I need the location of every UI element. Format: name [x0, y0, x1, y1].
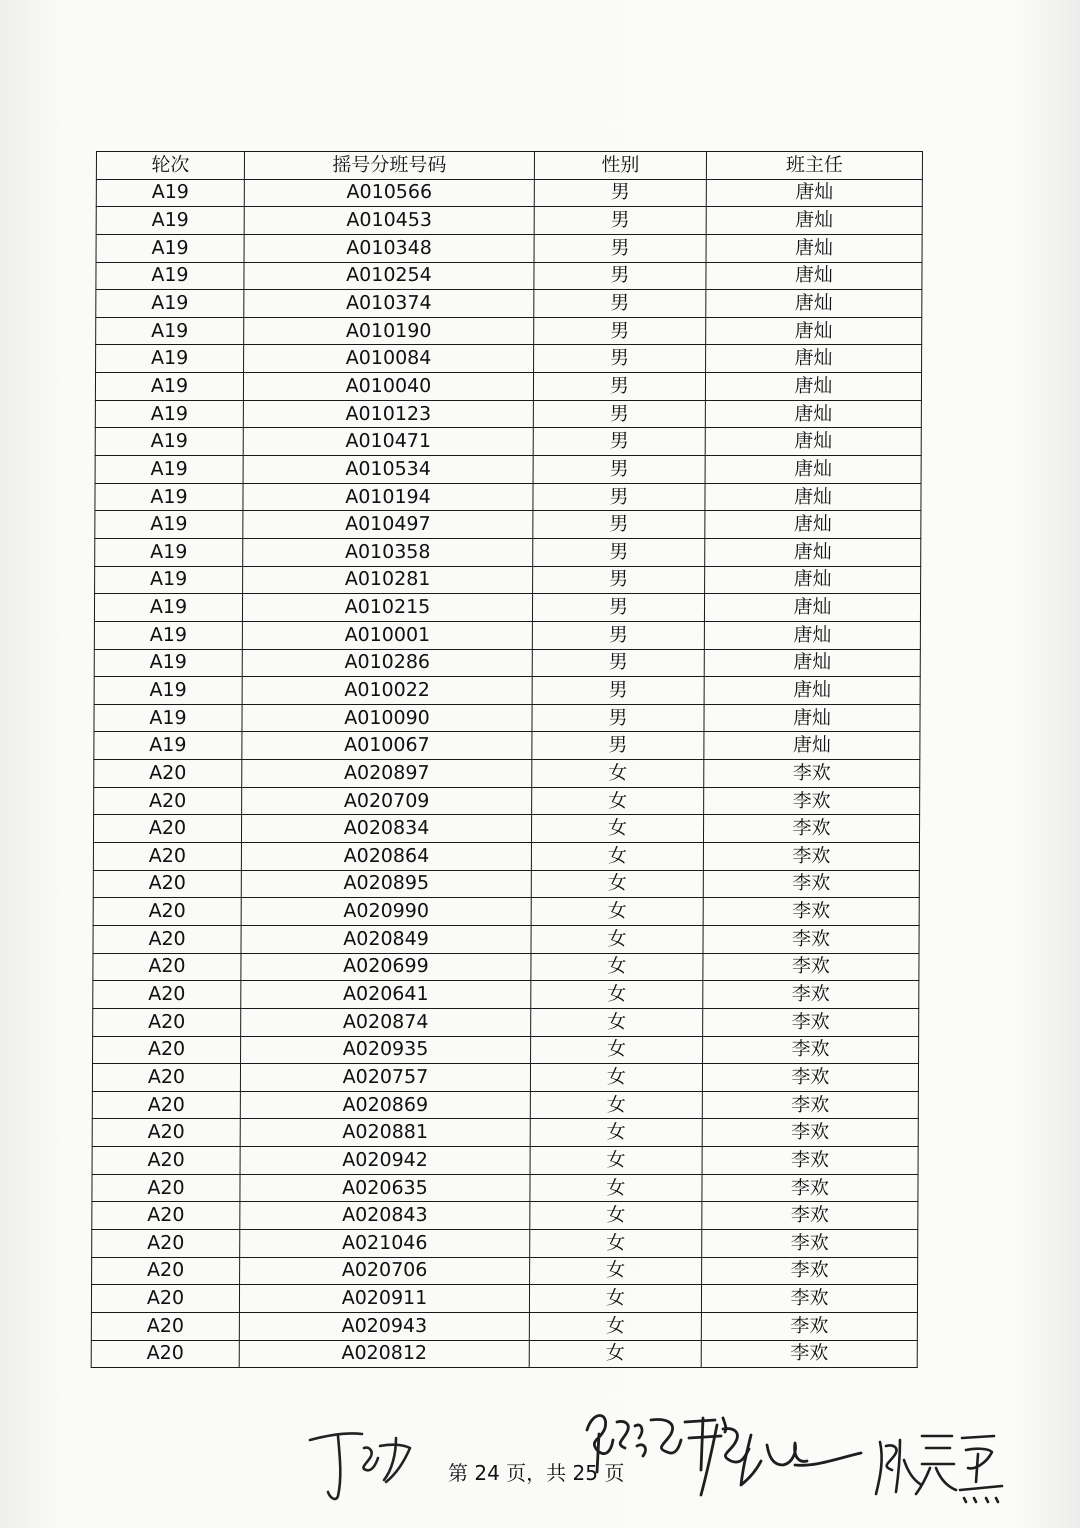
cell-head-teacher: 唐灿: [705, 538, 921, 566]
cell-round: A20: [92, 1174, 240, 1202]
table-row: [93, 1036, 919, 1064]
table-body: [91, 179, 922, 1368]
cell-head-teacher: 李欢: [702, 1202, 918, 1230]
cell-head-teacher: 李欢: [703, 898, 919, 926]
cell-head-teacher: 李欢: [703, 815, 919, 843]
cell-round: A19: [95, 428, 243, 456]
cell-lottery-number: A010358: [243, 538, 533, 566]
cell-round: A19: [96, 290, 244, 318]
page-number-footer: 第 24 页，共 25 页: [448, 1461, 625, 1485]
table-row: [95, 483, 921, 511]
cell-round: A19: [96, 345, 244, 373]
cell-round: A20: [93, 981, 241, 1009]
cell-head-teacher: 唐灿: [706, 345, 922, 373]
cell-lottery-number: A020812: [239, 1340, 529, 1368]
cell-gender: 女: [531, 1036, 703, 1064]
table-row: [94, 677, 920, 705]
cell-head-teacher: 李欢: [703, 870, 919, 898]
cell-gender: 男: [534, 234, 706, 262]
table-row: [96, 290, 922, 318]
cell-gender: 男: [534, 290, 706, 318]
cell-round: A19: [95, 566, 243, 594]
table-row: [91, 1312, 917, 1340]
table-row: [93, 898, 919, 926]
cell-head-teacher: 唐灿: [704, 649, 920, 677]
cell-lottery-number: A020849: [241, 925, 531, 953]
table-row: [92, 1174, 918, 1202]
cell-head-teacher: 李欢: [702, 1091, 918, 1119]
cell-round: A19: [96, 179, 244, 207]
cell-gender: 女: [531, 898, 703, 926]
table-row: [95, 538, 921, 566]
cell-gender: 女: [530, 1091, 702, 1119]
cell-round: A20: [92, 1147, 240, 1175]
cell-gender: 女: [532, 760, 704, 788]
cell-head-teacher: 唐灿: [706, 179, 922, 207]
cell-round: A19: [94, 594, 242, 622]
cell-head-teacher: 唐灿: [706, 262, 922, 290]
cell-head-teacher: 李欢: [703, 1036, 919, 1064]
cell-lottery-number: A020911: [239, 1285, 529, 1313]
cell-lottery-number: A020897: [242, 760, 532, 788]
table-row: [95, 456, 921, 484]
cell-head-teacher: 李欢: [704, 760, 920, 788]
cell-head-teacher: 唐灿: [704, 732, 920, 760]
table-row: [95, 373, 921, 401]
cell-gender: 男: [532, 677, 704, 705]
cell-head-teacher: 唐灿: [705, 373, 921, 401]
cell-gender: 女: [530, 1064, 702, 1092]
table-row: [91, 1340, 917, 1368]
cell-lottery-number: A020709: [242, 787, 532, 815]
header-head-teacher: 班主任: [706, 152, 922, 180]
cell-head-teacher: 唐灿: [704, 704, 920, 732]
cell-gender: 女: [531, 953, 703, 981]
cell-round: A19: [96, 234, 244, 262]
cell-head-teacher: 唐灿: [705, 428, 921, 456]
table-row: [94, 621, 920, 649]
cell-round: A20: [92, 1229, 240, 1257]
cell-lottery-number: A020757: [240, 1064, 530, 1092]
cell-head-teacher: 李欢: [704, 787, 920, 815]
cell-head-teacher: 唐灿: [706, 207, 922, 235]
cell-round: A20: [94, 787, 242, 815]
table-row: [96, 207, 922, 235]
header-round: 轮次: [96, 152, 244, 180]
cell-gender: 男: [533, 373, 705, 401]
cell-lottery-number: A010090: [242, 704, 532, 732]
class-assignment-table: [91, 151, 923, 1368]
cell-gender: 男: [533, 456, 705, 484]
table-row: [96, 262, 922, 290]
cell-gender: 男: [532, 594, 704, 622]
cell-lottery-number: A010194: [243, 483, 533, 511]
cell-round: A19: [95, 511, 243, 539]
cell-gender: 男: [533, 511, 705, 539]
cell-lottery-number: A010374: [244, 290, 534, 318]
cell-head-teacher: 唐灿: [704, 677, 920, 705]
cell-round: A20: [93, 870, 241, 898]
cell-head-teacher: 李欢: [702, 1229, 918, 1257]
cell-head-teacher: 李欢: [701, 1340, 917, 1368]
cell-round: A20: [91, 1312, 239, 1340]
table-row: [95, 566, 921, 594]
table-row: [96, 345, 922, 373]
cell-gender: 女: [531, 981, 703, 1009]
cell-round: A20: [93, 925, 241, 953]
table-row: [94, 594, 920, 622]
cell-lottery-number: A020942: [240, 1147, 530, 1175]
cell-gender: 女: [530, 1147, 702, 1175]
cell-gender: 男: [534, 345, 706, 373]
cell-gender: 女: [531, 1008, 703, 1036]
table-row: [93, 925, 919, 953]
table-row: [94, 760, 920, 788]
cell-head-teacher: 李欢: [702, 1147, 918, 1175]
cell-gender: 女: [529, 1312, 701, 1340]
cell-round: A20: [91, 1340, 239, 1368]
cell-gender: 男: [532, 649, 704, 677]
cell-round: A20: [93, 1036, 241, 1064]
cell-round: A20: [92, 1257, 240, 1285]
cell-gender: 男: [533, 483, 705, 511]
cell-lottery-number: A010254: [244, 262, 534, 290]
cell-gender: 女: [531, 843, 703, 871]
cell-round: A19: [94, 732, 242, 760]
cell-gender: 女: [531, 925, 703, 953]
table-row: [95, 428, 921, 456]
cell-gender: 女: [531, 870, 703, 898]
cell-head-teacher: 李欢: [703, 953, 919, 981]
cell-gender: 男: [533, 428, 705, 456]
cell-round: A19: [94, 677, 242, 705]
cell-round: A20: [92, 1119, 240, 1147]
table-row: [93, 953, 919, 981]
cell-lottery-number: A010471: [243, 428, 533, 456]
table-row: [93, 843, 919, 871]
cell-round: A19: [95, 400, 243, 428]
cell-round: A20: [92, 1091, 240, 1119]
table-row: [94, 787, 920, 815]
cell-lottery-number: A020641: [241, 981, 531, 1009]
cell-round: A19: [95, 538, 243, 566]
cell-lottery-number: A020834: [241, 815, 531, 843]
cell-lottery-number: A021046: [240, 1229, 530, 1257]
cell-lottery-number: A010453: [244, 207, 534, 235]
table-row: [91, 1285, 917, 1313]
cell-lottery-number: A020635: [240, 1174, 530, 1202]
cell-lottery-number: A020869: [240, 1091, 530, 1119]
table-row: [95, 400, 921, 428]
cell-gender: 男: [533, 538, 705, 566]
table-row: [92, 1091, 918, 1119]
cell-head-teacher: 唐灿: [706, 317, 922, 345]
cell-head-teacher: 李欢: [702, 1119, 918, 1147]
cell-gender: 男: [534, 262, 706, 290]
cell-round: A19: [95, 373, 243, 401]
cell-lottery-number: A010215: [242, 594, 532, 622]
cell-gender: 男: [534, 317, 706, 345]
cell-head-teacher: 唐灿: [704, 621, 920, 649]
table-row: [92, 1064, 918, 1092]
cell-round: A19: [94, 704, 242, 732]
cell-gender: 男: [532, 732, 704, 760]
cell-gender: 女: [530, 1174, 702, 1202]
cell-head-teacher: 唐灿: [705, 483, 921, 511]
cell-gender: 女: [529, 1285, 701, 1313]
cell-round: A20: [93, 1008, 241, 1036]
signature-right-1: [695, 1405, 865, 1515]
cell-head-teacher: 唐灿: [706, 290, 922, 318]
cell-gender: 男: [533, 400, 705, 428]
cell-round: A20: [92, 1202, 240, 1230]
cell-gender: 女: [531, 815, 703, 843]
cell-head-teacher: 李欢: [702, 1174, 918, 1202]
cell-head-teacher: 李欢: [703, 1008, 919, 1036]
header-lottery-number: 摇号分班号码: [244, 152, 534, 180]
cell-round: A19: [96, 207, 244, 235]
table-row: [94, 732, 920, 760]
cell-gender: 女: [532, 787, 704, 815]
cell-lottery-number: A010067: [242, 732, 532, 760]
table-row: [94, 704, 920, 732]
cell-head-teacher: 李欢: [701, 1285, 917, 1313]
cell-lottery-number: A010286: [242, 649, 532, 677]
table-header-row: [96, 152, 922, 180]
class-assignment-table-wrapper: [91, 151, 926, 1368]
cell-head-teacher: 李欢: [702, 1257, 918, 1285]
signature-left: [300, 1418, 420, 1508]
table-row: [94, 649, 920, 677]
cell-lottery-number: A020699: [241, 953, 531, 981]
cell-gender: 男: [532, 704, 704, 732]
cell-lottery-number: A020935: [241, 1036, 531, 1064]
cell-round: A20: [93, 815, 241, 843]
cell-lottery-number: A020881: [240, 1119, 530, 1147]
cell-round: A20: [93, 898, 241, 926]
cell-round: A19: [95, 483, 243, 511]
header-gender: 性别: [534, 152, 706, 180]
cell-lottery-number: A010022: [242, 677, 532, 705]
cell-lottery-number: A010348: [244, 234, 534, 262]
cell-gender: 女: [530, 1257, 702, 1285]
table-row: [92, 1229, 918, 1257]
cell-round: A20: [91, 1285, 239, 1313]
table-row: [96, 234, 922, 262]
cell-head-teacher: 李欢: [703, 925, 919, 953]
cell-head-teacher: 唐灿: [705, 456, 921, 484]
cell-round: A19: [96, 317, 244, 345]
cell-lottery-number: A020895: [241, 870, 531, 898]
cell-head-teacher: 唐灿: [705, 511, 921, 539]
cell-lottery-number: A010497: [243, 511, 533, 539]
cell-gender: 男: [532, 621, 704, 649]
cell-lottery-number: A010001: [242, 621, 532, 649]
cell-head-teacher: 唐灿: [705, 400, 921, 428]
cell-head-teacher: 李欢: [703, 843, 919, 871]
cell-lottery-number: A020706: [240, 1257, 530, 1285]
cell-lottery-number: A010190: [244, 317, 534, 345]
cell-round: A20: [93, 953, 241, 981]
cell-gender: 女: [529, 1340, 701, 1368]
cell-lottery-number: A010040: [243, 373, 533, 401]
cell-round: A19: [96, 262, 244, 290]
table-row: [93, 981, 919, 1009]
cell-lottery-number: A020990: [241, 898, 531, 926]
table-row: [93, 1008, 919, 1036]
table-row: [93, 815, 919, 843]
table-row: [96, 179, 922, 207]
cell-gender: 女: [530, 1119, 702, 1147]
cell-lottery-number: A010566: [244, 179, 534, 207]
cell-gender: 男: [534, 179, 706, 207]
cell-round: A19: [94, 649, 242, 677]
table-row: [95, 511, 921, 539]
cell-head-teacher: 唐灿: [705, 566, 921, 594]
cell-lottery-number: A020843: [240, 1202, 530, 1230]
cell-head-teacher: 唐灿: [704, 594, 920, 622]
cell-gender: 女: [530, 1202, 702, 1230]
cell-lottery-number: A010534: [243, 456, 533, 484]
cell-round: A20: [92, 1064, 240, 1092]
cell-head-teacher: 李欢: [702, 1064, 918, 1092]
cell-lottery-number: A020874: [241, 1008, 531, 1036]
cell-round: A20: [93, 843, 241, 871]
cell-lottery-number: A020943: [239, 1312, 529, 1340]
table-row: [92, 1202, 918, 1230]
cell-gender: 男: [534, 207, 706, 235]
table-row: [92, 1257, 918, 1285]
table-row: [92, 1119, 918, 1147]
cell-gender: 男: [533, 566, 705, 594]
cell-lottery-number: A010281: [243, 566, 533, 594]
cell-round: A19: [95, 456, 243, 484]
cell-head-teacher: 李欢: [701, 1312, 917, 1340]
cell-round: A20: [94, 760, 242, 788]
cell-round: A19: [94, 621, 242, 649]
table-row: [96, 317, 922, 345]
table-row: [93, 870, 919, 898]
cell-lottery-number: A010123: [243, 400, 533, 428]
cell-head-teacher: 李欢: [703, 981, 919, 1009]
cell-gender: 女: [530, 1229, 702, 1257]
signature-right-2: [870, 1420, 1010, 1510]
cell-lottery-number: A020864: [241, 843, 531, 871]
table-row: [92, 1147, 918, 1175]
cell-lottery-number: A010084: [244, 345, 534, 373]
cell-head-teacher: 唐灿: [706, 234, 922, 262]
